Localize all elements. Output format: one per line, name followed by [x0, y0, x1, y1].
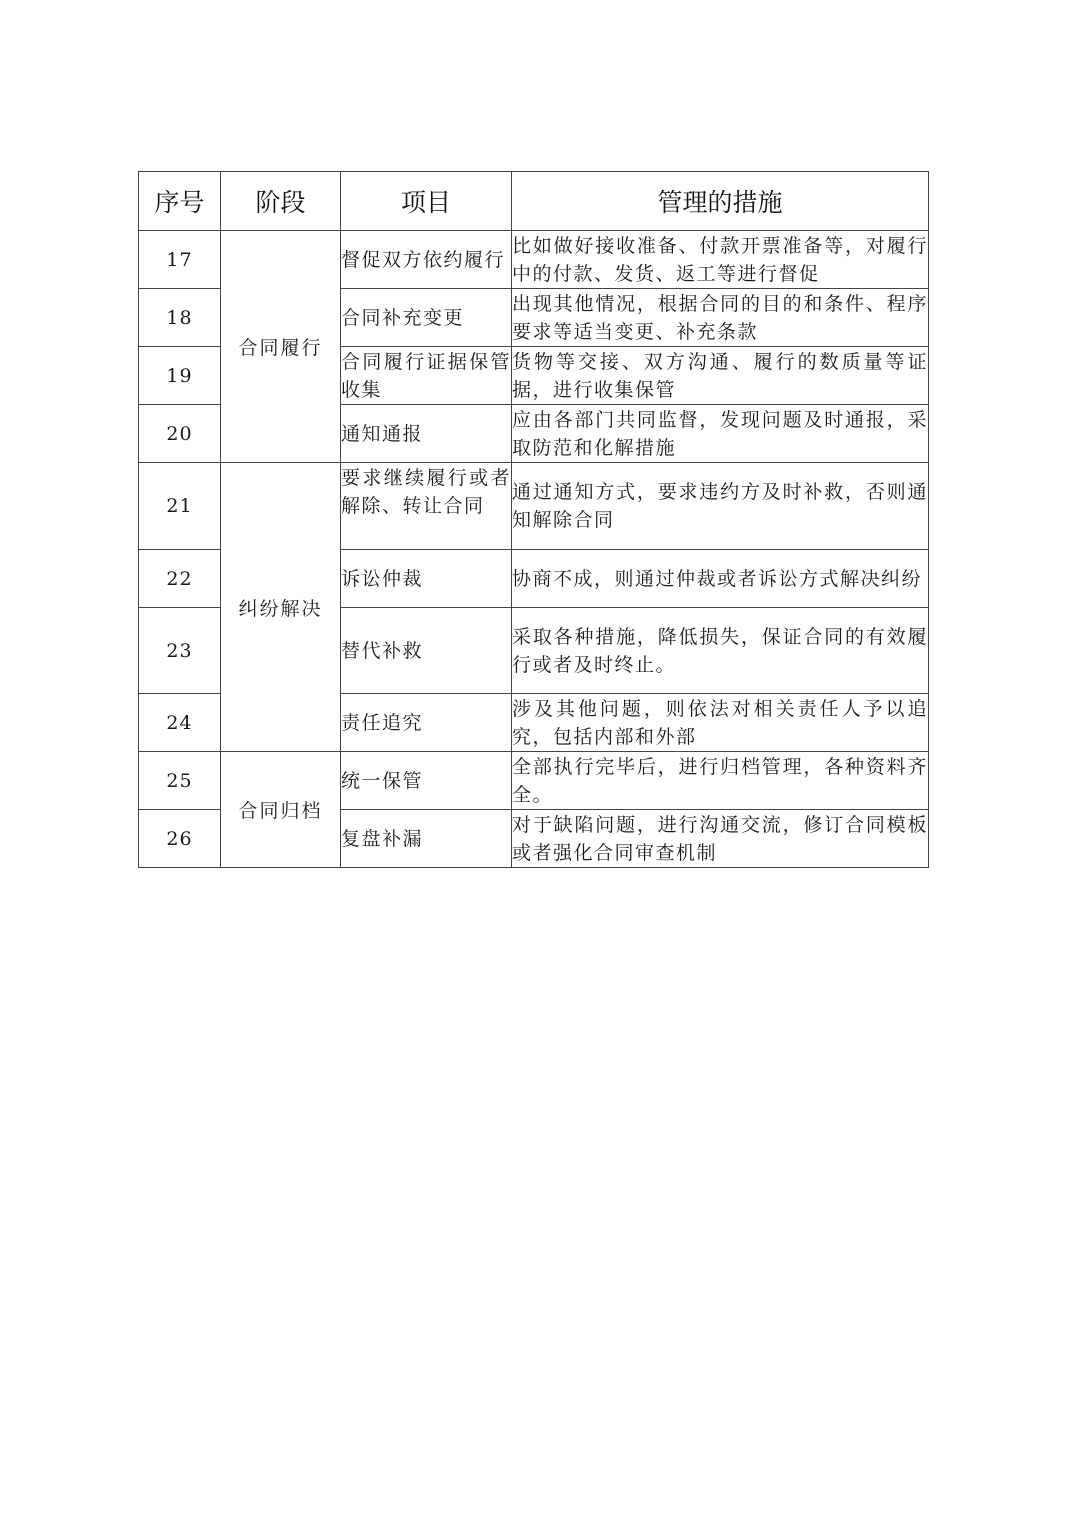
row-item: 合同履行证据保管收集 — [341, 347, 512, 405]
row-no: 21 — [139, 463, 221, 550]
row-no: 20 — [139, 405, 221, 463]
row-item: 要求继续履行或者解除、转让合同 — [341, 463, 512, 550]
row-measure: 应由各部门共同监督，发现问题及时通报，采取防范和化解措施 — [512, 405, 929, 463]
row-measure: 货物等交接、双方沟通、履行的数质量等证据，进行收集保管 — [512, 347, 929, 405]
stage-cell: 纠纷解决 — [221, 463, 341, 752]
header-stage: 阶段 — [221, 172, 341, 231]
table-row — [139, 231, 929, 289]
row-measure: 比如做好接收准备、付款开票准备等，对履行中的付款、发货、返工等进行督促 — [512, 231, 929, 289]
row-measure: 出现其他情况，根据合同的目的和条件、程序要求等适当变更、补充条款 — [512, 289, 929, 347]
row-item: 替代补救 — [341, 608, 512, 694]
row-measure: 涉及其他问题，则依法对相关责任人予以追究，包括内部和外部 — [512, 694, 929, 752]
row-measure: 对于缺陷问题，进行沟通交流，修订合同模板或者强化合同审查机制 — [512, 810, 929, 868]
stage-cell: 合同归档 — [221, 752, 341, 868]
row-no: 17 — [139, 231, 221, 289]
table-row — [139, 463, 929, 550]
header-item: 项目 — [341, 172, 512, 231]
row-item: 督促双方依约履行 — [341, 231, 512, 289]
row-item: 合同补充变更 — [341, 289, 512, 347]
row-measure: 全部执行完毕后，进行归档管理，各种资料齐全。 — [512, 752, 929, 810]
row-no: 25 — [139, 752, 221, 810]
row-measure: 通过通知方式，要求违约方及时补救，否则通知解除合同 — [512, 463, 929, 550]
row-measure: 协商不成，则通过仲裁或者诉讼方式解决纠纷 — [512, 550, 929, 608]
row-item: 诉讼仲裁 — [341, 550, 512, 608]
row-no: 26 — [139, 810, 221, 868]
table-header-row — [139, 172, 929, 231]
row-no: 24 — [139, 694, 221, 752]
row-item: 复盘补漏 — [341, 810, 512, 868]
table-row — [139, 752, 929, 810]
stage-cell: 合同履行 — [221, 231, 341, 463]
row-measure: 采取各种措施，降低损失，保证合同的有效履行或者及时终止。 — [512, 608, 929, 694]
row-no: 18 — [139, 289, 221, 347]
header-no: 序号 — [139, 172, 221, 231]
row-no: 22 — [139, 550, 221, 608]
row-item: 统一保管 — [341, 752, 512, 810]
row-item: 通知通报 — [341, 405, 512, 463]
row-no: 23 — [139, 608, 221, 694]
contract-management-table — [138, 171, 929, 868]
row-item: 责任追究 — [341, 694, 512, 752]
row-no: 19 — [139, 347, 221, 405]
header-measure: 管理的措施 — [512, 172, 929, 231]
